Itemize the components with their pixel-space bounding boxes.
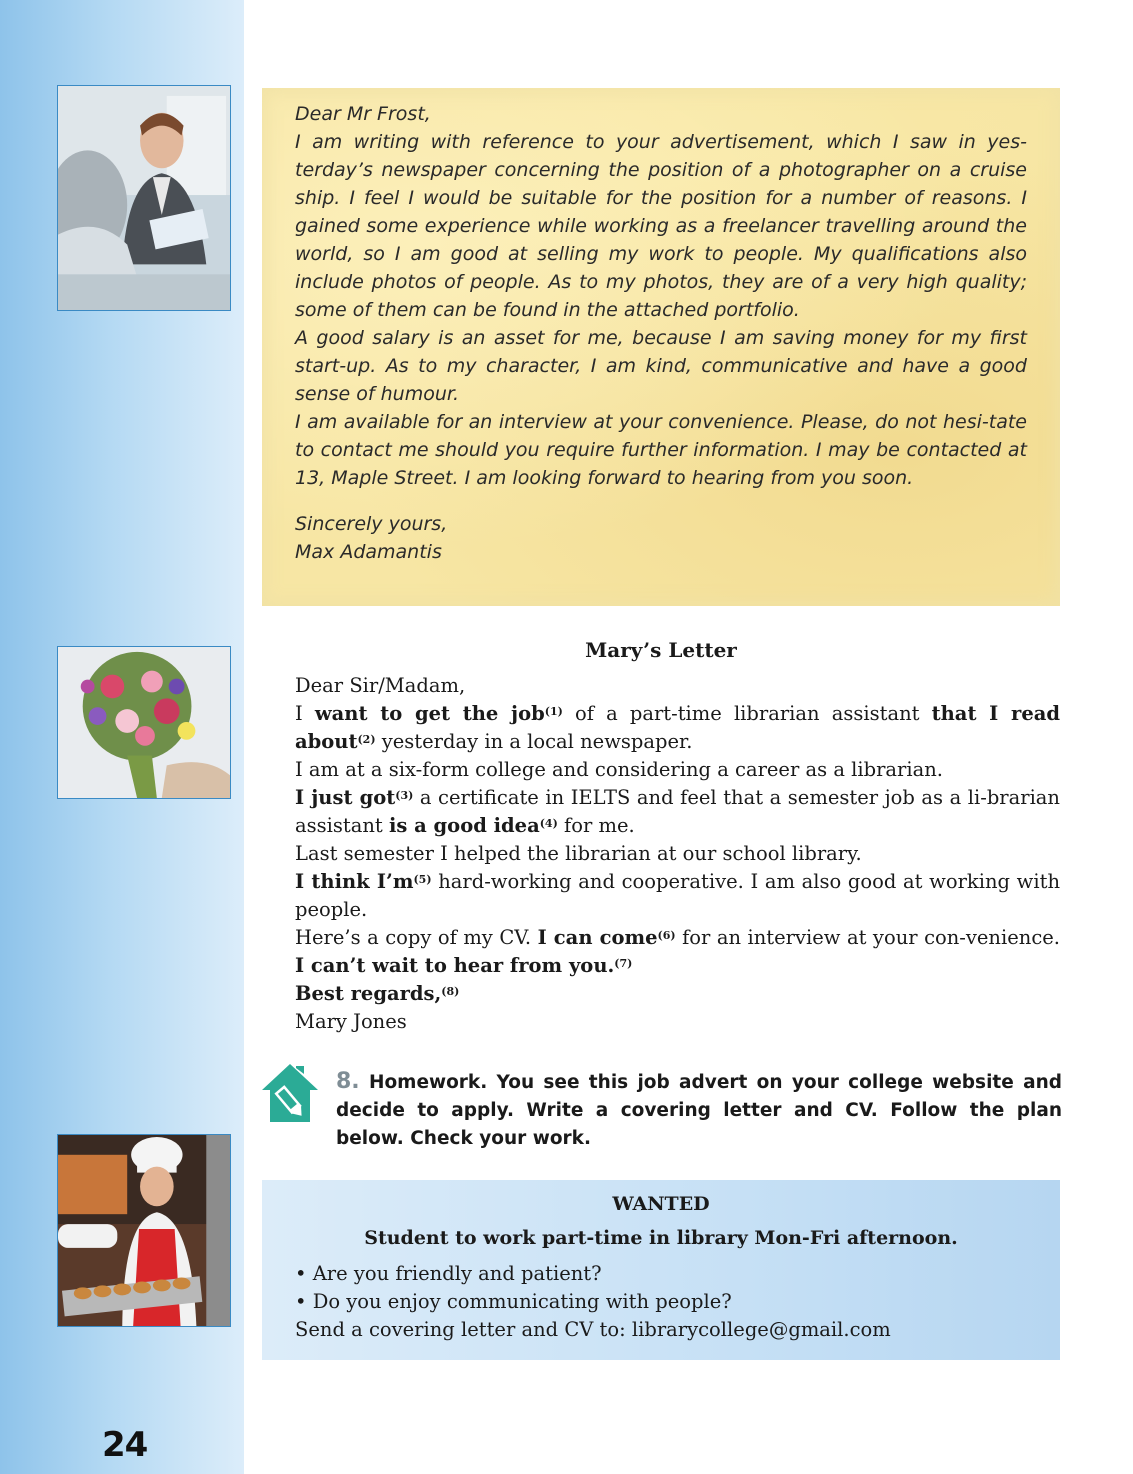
wanted-send: Send a covering letter and CV to: librarycollege@gmail.com	[295, 1318, 891, 1341]
letter1-closing: Sincerely yours,	[295, 513, 448, 535]
homework-task	[336, 1068, 1062, 1153]
wanted-bullet: • Do you enjoy communicating with people?	[295, 1290, 732, 1313]
mary-signature: Mary Jones	[295, 1010, 407, 1033]
letter1-signature: Max Adamantis	[295, 541, 442, 563]
mary-line: I just got$^{(3)}$ a certificate in IELTS and feel that a semester job as a li-brarian assistant is a good idea$^{(4)}$ for me.	[295, 786, 1060, 837]
wanted-bullet: • Are you friendly and patient?	[295, 1262, 602, 1285]
mary-line: I think $I’m^{(5)}$ hard-working and cooperative. I am also good at working with people.	[295, 870, 1061, 921]
letter1-greeting: Dear Mr Frost,	[295, 103, 431, 125]
page-number: 24	[102, 1425, 148, 1465]
mary-letter-title: Mary’s Letter	[585, 638, 737, 662]
mary-line: Best regards,$^{(8)}$	[295, 982, 460, 1005]
wanted-list	[295, 1260, 1055, 1344]
letter1-paragraph: I am writing with reference to your advertisement, which I saw in yes-terday’s newspaper concerning the position of a photographer on a cruise ship. I feel I would be suitable for the position for a number of reasons. I gained some experience while working as a freelancer travelling around the world, so I am good at selling my work to people. My qualifications also include photos of people. As to my photos, they are of a very high quality; some of them can be found in the attached portfolio.	[295, 131, 1027, 321]
letter1-body	[295, 100, 1027, 566]
letter1-paragraph: I am available for an interview at your convenience. Please, do not hesi-tate to contact me should you require further information. I may be contacted at 13, Maple Street. I am looking forward to hearing from you soon.	[295, 411, 1027, 489]
mary-line: I am at a six-form college and considering a career as a librarian.	[295, 758, 943, 781]
photo-flowers	[57, 646, 231, 799]
homework-house-icon	[260, 1062, 320, 1124]
wanted-subtitle: Student to work part-time in library Mon-Fri afternoon.	[364, 1227, 958, 1249]
mary-line: Last semester I helped the librarian at our school library.	[295, 842, 862, 865]
mary-line: I want to get the job$^{(1)}$ of a part-time librarian assistant that I read about$^{(2)}$ yesterday in a local newspaper.	[295, 702, 1060, 753]
photo-interview	[57, 85, 231, 311]
task-text: Homework. You see this job advert on your college website and decide to apply. Write a covering letter and CV. Follow the plan below. Check your work.	[336, 1072, 1062, 1149]
wanted-title: WANTED	[612, 1193, 710, 1215]
letter1-paragraph: A good salary is an asset for me, because I am saving money for my first start-up. As to my character, I am kind, communicative and have a good sense of humour.	[295, 327, 1027, 405]
photo-chef	[57, 1134, 231, 1327]
mary-letter-body	[295, 672, 1060, 1036]
task-number: 8.	[336, 1069, 360, 1094]
mary-greeting: Dear Sir/Madam,	[295, 674, 466, 697]
mary-line: Here’s a copy of my CV. I can come$^{(6)}$ for an interview at your con-venience. I can’t wait to hear from you.$^{(7)}$	[295, 926, 1060, 977]
